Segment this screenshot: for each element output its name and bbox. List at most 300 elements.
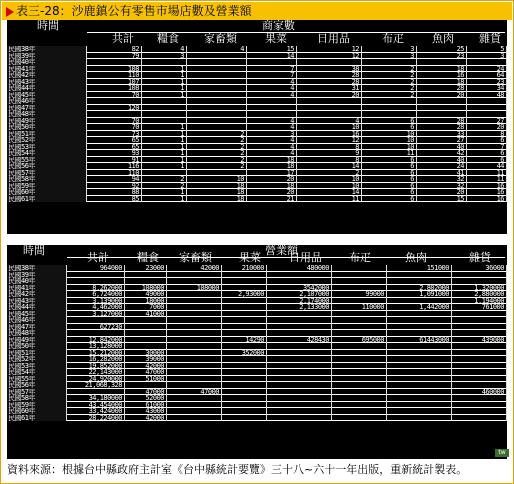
- value-cell: [167, 415, 222, 422]
- value-cell: 18000: [125, 298, 167, 305]
- store-count-grid: [7, 46, 507, 202]
- value-cell: 44: [467, 163, 507, 170]
- year-cell: 民國61年: [7, 415, 67, 422]
- value-cell: 18: [247, 183, 297, 190]
- value-cell: 18: [187, 183, 247, 190]
- year-cell: 民國51年: [7, 131, 87, 138]
- value-cell: 41: [417, 170, 467, 177]
- value-cell: 73: [87, 131, 142, 138]
- value-cell: 27: [417, 137, 467, 144]
- value-cell: 11: [467, 176, 507, 183]
- value-cell: 6: [362, 163, 417, 170]
- value-cell: 24,920000: [67, 376, 125, 383]
- value-cell: 49000: [125, 291, 167, 298]
- revenue-group-label: 營業額: [265, 244, 298, 257]
- value-cell: 47000: [167, 389, 222, 396]
- value-cell: 1,320000: [452, 285, 507, 292]
- value-cell: 34: [467, 85, 507, 92]
- year-cell: 民國51年: [7, 350, 67, 357]
- value-cell: 6: [362, 183, 417, 190]
- value-cell: 20: [247, 176, 297, 183]
- revenue-table: [7, 245, 507, 459]
- value-cell: 6: [467, 137, 507, 144]
- value-cell: 1: [142, 196, 187, 203]
- value-cell: 108: [87, 85, 142, 92]
- column-header: 糧食: [137, 251, 159, 264]
- value-cell: 64: [467, 72, 507, 79]
- year-cell: 民國41年: [7, 285, 67, 292]
- value-cell: 1: [142, 163, 187, 170]
- value-cell: 10: [297, 183, 362, 190]
- value-cell: 31: [297, 85, 362, 92]
- value-cell: 33,424000: [67, 408, 125, 415]
- value-cell: 30000: [125, 350, 167, 357]
- year-cell: 民國46年: [7, 317, 67, 324]
- year-cell: 民國43年: [7, 298, 67, 305]
- value-cell: 12: [297, 46, 362, 53]
- column-header: 日用品: [289, 251, 322, 264]
- value-cell: 4: [187, 46, 247, 53]
- year-cell: 民國60年: [7, 408, 67, 415]
- value-cell: 6: [362, 176, 417, 183]
- column-header: 布疋: [382, 32, 404, 45]
- value-cell: 1,442000: [387, 304, 452, 311]
- value-cell: 8: [467, 131, 507, 138]
- value-cell: 65: [87, 137, 142, 144]
- year-cell: 民國59年: [7, 402, 67, 409]
- value-cell: 8: [297, 157, 362, 164]
- value-cell: 79: [87, 53, 142, 60]
- value-cell: 15,212000: [67, 350, 125, 357]
- value-cell: 16,282000: [67, 356, 125, 363]
- value-cell: 4: [247, 92, 297, 99]
- value-cell: 39000: [125, 356, 167, 363]
- value-cell: 8: [297, 144, 362, 151]
- value-cell: 6: [362, 118, 417, 125]
- value-cell: 10: [362, 144, 417, 151]
- year-cell: 民國39年: [7, 272, 67, 279]
- time-header: 時間: [23, 244, 45, 257]
- value-cell: 964000: [67, 265, 125, 272]
- store-count-table: [7, 20, 507, 234]
- year-cell: 民國43年: [7, 79, 87, 86]
- year-cell: 民國53年: [7, 363, 67, 370]
- value-cell: 6: [467, 157, 507, 164]
- year-cell: 民國56年: [7, 382, 67, 389]
- value-cell: 3: [247, 131, 297, 138]
- value-cell: 38: [297, 66, 362, 73]
- year-cell: 民國50年: [7, 343, 67, 350]
- value-cell: 1: [142, 144, 187, 151]
- value-cell: 6: [362, 189, 417, 196]
- value-cell: 2,174000: [267, 298, 332, 305]
- value-cell: 28: [417, 118, 467, 125]
- value-cell: 1: [142, 137, 187, 144]
- value-cell: 14: [297, 189, 362, 196]
- year-cell: 民國54年: [7, 369, 67, 376]
- value-cell: 1: [142, 66, 187, 73]
- value-cell: 151000: [387, 265, 452, 272]
- value-cell: 2: [142, 183, 187, 190]
- value-cell: 20: [297, 92, 362, 99]
- value-cell: 20: [417, 92, 467, 99]
- value-cell: 18: [247, 163, 297, 170]
- value-cell: 18: [417, 79, 467, 86]
- year-cell: 民國42年: [7, 291, 67, 298]
- value-cell: 94: [87, 176, 142, 183]
- year-cell: 民國40年: [7, 278, 67, 285]
- value-cell: 10: [187, 176, 247, 183]
- value-cell: 1,194000: [452, 298, 507, 305]
- store-count-header: [7, 33, 507, 45]
- value-cell: 18: [417, 66, 467, 73]
- arrow-icon: [6, 7, 14, 17]
- year-cell: 民國54年: [7, 150, 87, 157]
- value-cell: 16: [467, 183, 507, 190]
- value-cell: 1: [142, 150, 187, 157]
- value-cell: 20: [467, 124, 507, 131]
- value-cell: 40: [417, 144, 467, 151]
- value-cell: 48: [467, 92, 507, 99]
- value-cell: 2,93000: [222, 291, 267, 298]
- value-cell: 24: [467, 66, 507, 73]
- column-header: 魚肉: [432, 32, 454, 45]
- value-cell: 4: [142, 46, 187, 53]
- source-note: 資料來源：根據台中縣政府主計室《台中縣統計要覽》三十八~六十一年出版，重新統計製表。: [7, 463, 468, 476]
- value-cell: 12: [297, 53, 362, 60]
- year-cell: 民國48年: [7, 330, 67, 337]
- value-cell: 33: [417, 131, 467, 138]
- value-cell: 28: [417, 85, 467, 92]
- year-cell: 民國48年: [7, 111, 87, 118]
- value-cell: 5: [467, 46, 507, 53]
- value-cell: 14: [297, 163, 362, 170]
- value-cell: 18: [187, 189, 247, 196]
- value-cell: 6: [467, 150, 507, 157]
- value-cell: 16: [417, 72, 467, 79]
- value-cell: [222, 415, 267, 422]
- year-cell: 民國53年: [7, 144, 87, 151]
- store-count-header-top: [7, 20, 507, 32]
- value-cell: 352000: [222, 350, 267, 357]
- value-cell: 4: [247, 144, 297, 151]
- year-cell: 民國58年: [7, 395, 67, 402]
- value-cell: 2: [187, 157, 247, 164]
- value-cell: 32: [417, 183, 467, 190]
- value-cell: 11: [467, 170, 507, 177]
- value-cell: 28: [297, 79, 362, 86]
- year-cell: 民國58年: [7, 176, 87, 183]
- value-cell: 627230: [67, 324, 125, 331]
- value-cell: 43,454000: [67, 402, 125, 409]
- value-cell: 51000: [125, 376, 167, 383]
- column-header: 糧食: [157, 32, 179, 45]
- value-cell: 4: [247, 150, 297, 157]
- page-title: 表三-28：沙鹿鎮公有零售市場店數及營業額: [16, 4, 252, 18]
- year-cell: 民國52年: [7, 137, 87, 144]
- column-header: 果菜: [265, 32, 287, 45]
- year-cell: 民國49年: [7, 337, 67, 344]
- value-cell: 70: [87, 124, 142, 131]
- value-cell: 4: [297, 118, 362, 125]
- value-cell: 61000: [125, 402, 167, 409]
- value-cell: [267, 415, 332, 422]
- year-cell: 民國57年: [7, 170, 87, 177]
- value-cell: 7000: [125, 304, 167, 311]
- value-cell: 10: [297, 124, 362, 131]
- value-cell: 108000: [167, 285, 222, 292]
- value-cell: 460000: [452, 389, 507, 396]
- title-bar: [2, 2, 512, 20]
- column-header: 家畜類: [204, 32, 237, 45]
- value-cell: 22,143000: [67, 369, 125, 376]
- value-cell: 2: [362, 85, 417, 92]
- column-header: 共計: [112, 32, 134, 45]
- value-cell: 2: [187, 163, 247, 170]
- value-cell: 2: [297, 170, 362, 177]
- value-cell: 8,262000: [67, 285, 125, 292]
- section-gap: [7, 234, 507, 245]
- value-cell: [387, 415, 452, 422]
- value-cell: 3: [142, 53, 187, 60]
- value-cell: 70: [87, 118, 142, 125]
- time-header: 時間: [37, 19, 59, 32]
- year-cell: 民國61年: [7, 196, 87, 203]
- value-cell: 110: [87, 72, 142, 79]
- value-cell: 7: [247, 72, 297, 79]
- value-cell: 4,462000: [67, 304, 125, 311]
- value-cell: 2: [187, 131, 247, 138]
- year-cell: 民國39年: [7, 53, 87, 60]
- value-cell: 70: [87, 92, 142, 99]
- value-cell: 52000: [125, 395, 167, 402]
- value-cell: 92: [87, 183, 142, 190]
- year-cell: 民國40年: [7, 59, 87, 66]
- year-cell: 民國42年: [7, 72, 87, 79]
- value-cell: 40: [417, 157, 467, 164]
- revenue-grid: [7, 265, 507, 421]
- value-cell: 3: [362, 53, 417, 60]
- value-cell: 16: [467, 196, 507, 203]
- value-cell: 43000: [125, 408, 167, 415]
- value-cell: 2: [362, 66, 417, 73]
- year-cell: 民國44年: [7, 85, 87, 92]
- value-cell: 28: [417, 124, 467, 131]
- value-cell: 3: [362, 46, 417, 53]
- column-header: 家畜類: [179, 251, 212, 264]
- value-cell: 1: [142, 85, 187, 92]
- year-cell: 民國49年: [7, 118, 87, 125]
- value-cell: 1: [142, 157, 187, 164]
- year-cell: 民國47年: [7, 324, 67, 331]
- value-cell: 42000: [167, 265, 222, 272]
- value-cell: 21: [247, 196, 297, 203]
- year-cell: 民國45年: [7, 311, 67, 318]
- value-cell: 3,139000: [67, 298, 125, 305]
- value-cell: 107: [87, 79, 142, 86]
- column-header: 雜貨: [469, 251, 491, 264]
- value-cell: 2: [362, 72, 417, 79]
- value-cell: 61443000: [387, 337, 452, 344]
- value-cell: 761000: [452, 304, 507, 311]
- value-cell: 2,133000: [267, 304, 332, 311]
- value-cell: 34,180000: [67, 395, 125, 402]
- year-cell: 民國38年: [7, 46, 87, 53]
- value-cell: 6: [362, 124, 417, 131]
- value-cell: 41000: [125, 311, 167, 318]
- value-cell: 7: [467, 144, 507, 151]
- value-cell: 9: [297, 150, 362, 157]
- column-header: 雜貨: [479, 32, 501, 45]
- value-cell: 2,107000: [267, 291, 332, 298]
- value-cell: 6: [362, 196, 417, 203]
- value-cell: 12,842000: [67, 337, 125, 344]
- year-cell: 民國52年: [7, 356, 67, 363]
- value-cell: 4: [247, 118, 297, 125]
- value-cell: 110000: [332, 304, 387, 311]
- value-cell: 85: [87, 196, 142, 203]
- value-cell: 6: [362, 170, 417, 177]
- value-cell: 2,802000: [387, 285, 452, 292]
- value-cell: [452, 415, 507, 422]
- year-cell: 民國44年: [7, 304, 67, 311]
- value-cell: 15: [417, 196, 467, 203]
- column-header: 布疋: [349, 251, 371, 264]
- year-cell: 民國41年: [7, 66, 87, 73]
- value-cell: 11: [297, 196, 362, 203]
- value-cell: 42000: [125, 363, 167, 370]
- table-row: [7, 415, 507, 422]
- value-cell: 19,852000: [67, 363, 125, 370]
- value-cell: 428430: [267, 337, 332, 344]
- value-cell: 2: [187, 144, 247, 151]
- value-cell: 116: [87, 163, 142, 170]
- value-cell: 20: [417, 189, 467, 196]
- value-cell: 10: [297, 176, 362, 183]
- year-cell: 民國38年: [7, 265, 67, 272]
- value-cell: 4: [247, 124, 297, 131]
- value-cell: 23: [417, 53, 467, 60]
- value-cell: 1: [142, 131, 187, 138]
- value-cell: 108: [87, 66, 142, 73]
- value-cell: 6,724000: [67, 291, 125, 298]
- year-cell: 民國46年: [7, 98, 87, 105]
- value-cell: 32: [417, 176, 467, 183]
- year-cell: 民國47年: [7, 105, 87, 112]
- value-cell: 47000: [125, 369, 167, 376]
- value-cell: 24: [417, 163, 467, 170]
- value-cell: 110: [87, 170, 142, 177]
- value-cell: 21,068,328: [67, 382, 125, 389]
- value-cell: 2: [362, 79, 417, 86]
- year-cell: 民國56年: [7, 163, 87, 170]
- value-cell: 2: [142, 176, 187, 183]
- value-cell: 13,128000: [67, 343, 125, 350]
- value-cell: [332, 415, 387, 422]
- value-cell: 4: [247, 85, 297, 92]
- value-cell: 1,091000: [387, 291, 452, 298]
- value-cell: 10: [362, 137, 417, 144]
- value-cell: 120: [87, 105, 142, 112]
- value-cell: 3,127000: [67, 311, 125, 318]
- value-cell: 3542000: [267, 285, 332, 292]
- value-cell: 25: [417, 46, 467, 53]
- value-cell: 1: [142, 92, 187, 99]
- value-cell: 91: [87, 157, 142, 164]
- value-cell: 36000: [452, 265, 507, 272]
- value-cell: 28: [297, 72, 362, 79]
- year-cell: 民國57年: [7, 389, 67, 396]
- value-cell: 23000: [125, 265, 167, 272]
- value-cell: 88: [87, 189, 142, 196]
- site-badge: tw: [495, 449, 509, 457]
- value-cell: 65: [87, 144, 142, 151]
- column-header: 果菜: [239, 251, 261, 264]
- year-cell: 民國45年: [7, 92, 87, 99]
- value-cell: 108000: [125, 285, 167, 292]
- value-cell: 27: [467, 118, 507, 125]
- value-cell: 210000: [222, 265, 267, 272]
- value-cell: 1: [142, 72, 187, 79]
- value-cell: 17: [247, 170, 297, 177]
- value-cell: 2,880000: [452, 291, 507, 298]
- value-cell: 18: [187, 196, 247, 203]
- value-cell: 18: [247, 157, 297, 164]
- value-cell: 99000: [332, 291, 387, 298]
- value-cell: 7: [247, 66, 297, 73]
- value-cell: 47000: [125, 389, 167, 396]
- year-cell: 民國55年: [7, 157, 87, 164]
- value-cell: 82: [87, 46, 142, 53]
- value-cell: 10: [362, 131, 417, 138]
- value-cell: 14290: [222, 337, 267, 344]
- value-cell: 16: [297, 131, 362, 138]
- year-cell: 民國60年: [7, 189, 87, 196]
- value-cell: 93: [87, 150, 142, 157]
- year-cell: 民國55年: [7, 376, 67, 383]
- value-cell: 15: [247, 46, 297, 53]
- value-cell: 14: [247, 53, 297, 60]
- value-cell: 2: [362, 92, 417, 99]
- value-cell: 28,224000: [67, 415, 125, 422]
- year-cell: 民國50年: [7, 124, 87, 131]
- value-cell: 2: [187, 150, 247, 157]
- value-cell: 480000: [267, 265, 332, 272]
- value-cell: 4: [247, 137, 297, 144]
- value-cell: 2: [187, 137, 247, 144]
- value-cell: 23: [467, 79, 507, 86]
- value-cell: 695000: [332, 337, 387, 344]
- column-header: 魚肉: [405, 251, 427, 264]
- value-cell: 42: [417, 150, 467, 157]
- value-cell: 4: [247, 79, 297, 86]
- value-cell: 6: [362, 157, 417, 164]
- value-cell: 3: [467, 53, 507, 60]
- value-cell: 16: [467, 189, 507, 196]
- store-count-group-label: 商家數: [262, 19, 295, 32]
- table-row: [7, 196, 507, 203]
- year-cell: 民國59年: [7, 183, 87, 190]
- column-header: 日用品: [317, 32, 350, 45]
- value-cell: 439000: [452, 337, 507, 344]
- value-cell: 1: [142, 189, 187, 196]
- value-cell: 1: [142, 124, 187, 131]
- value-cell: 1: [142, 79, 187, 86]
- value-cell: 42000: [125, 415, 167, 422]
- value-cell: 20: [247, 189, 297, 196]
- revenue-header: [7, 252, 507, 264]
- value-cell: 11: [362, 150, 417, 157]
